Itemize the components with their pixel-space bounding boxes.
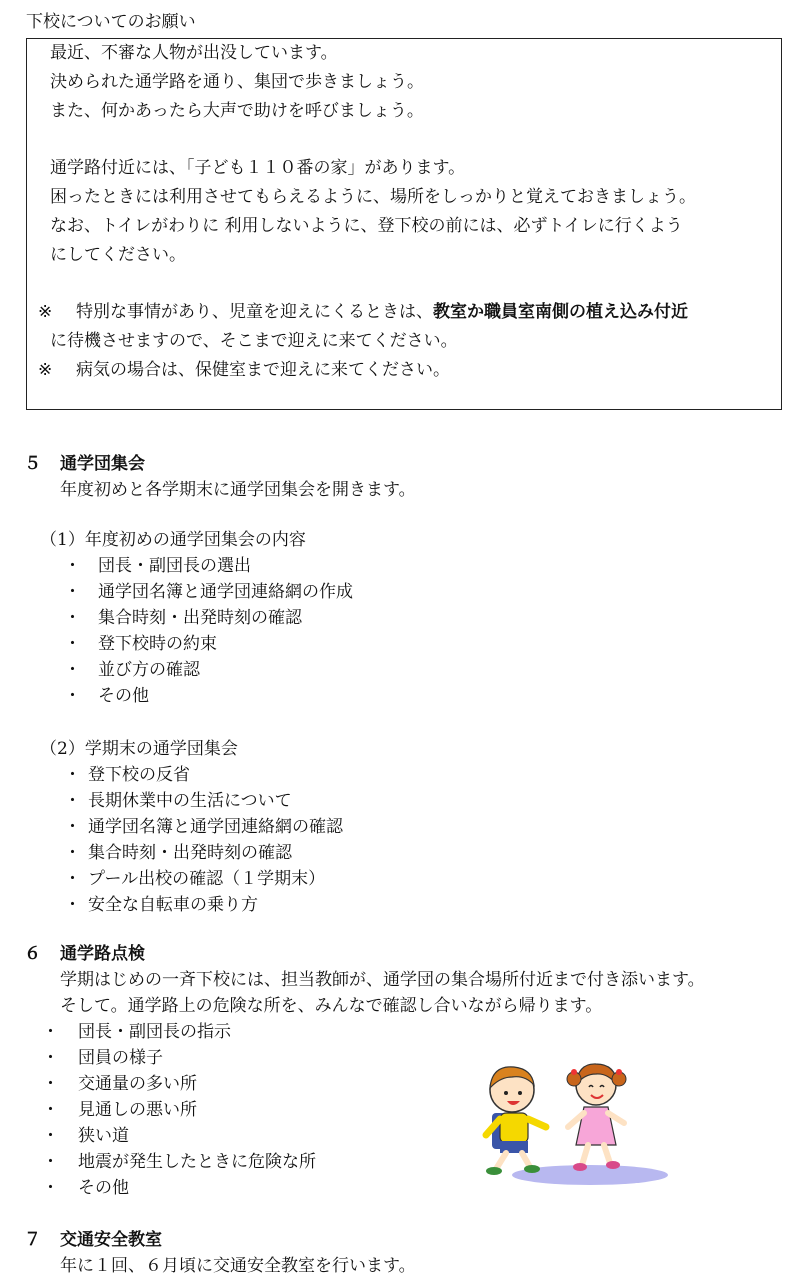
- section5-number: ５: [24, 454, 41, 474]
- s6-bullet-6: ・: [42, 1152, 59, 1172]
- sub2-bullet-4: ・: [64, 843, 81, 863]
- s6-item-4: 見通しの悪い所: [78, 1100, 197, 1120]
- section6-heading: 通学路点検: [60, 944, 145, 964]
- s6-bullet-1: ・: [42, 1022, 59, 1042]
- sub1-bullet-3: ・: [64, 608, 81, 628]
- sub1-bullet-2: ・: [64, 582, 81, 602]
- sub2-title: （2）学期末の通学団集会: [40, 739, 238, 759]
- boy-figure: [486, 1067, 546, 1175]
- note-1-cont: に待機させますので、そこまで迎えに来てください。: [50, 331, 458, 351]
- sub2-item-2: 長期休業中の生活について: [88, 791, 292, 811]
- sub1-bullet-6: ・: [64, 686, 81, 706]
- sub2-bullet-1: ・: [64, 765, 81, 785]
- girl-figure: [567, 1064, 626, 1171]
- s6-item-6: 地震が発生したときに危険な所: [78, 1152, 316, 1172]
- sub1-item-1: 団長・副団長の選出: [98, 556, 251, 576]
- sub1-title: （1）年度初めの通学団集会の内容: [40, 530, 306, 550]
- s6-bullet-7: ・: [42, 1178, 59, 1198]
- s6-item-7: その他: [78, 1178, 129, 1198]
- notice-line-3: また、何かあったら大声で助けを呼びましょう。: [50, 101, 424, 121]
- section6-number: ６: [24, 944, 41, 964]
- s6-bullet-2: ・: [42, 1048, 59, 1068]
- s6-bullet-5: ・: [42, 1126, 59, 1146]
- sub2-bullet-2: ・: [64, 791, 81, 811]
- sub2-item-3: 通学団名簿と通学団連絡網の確認: [88, 817, 343, 837]
- s6-item-1: 団長・副団長の指示: [78, 1022, 231, 1042]
- section6-intro-2: そして。通学路上の危険な所を、みんなで確認し合いながら帰ります。: [60, 996, 603, 1016]
- s6-bullet-4: ・: [42, 1100, 59, 1120]
- s6-item-3: 交通量の多い所: [78, 1074, 197, 1094]
- sub2-bullet-6: ・: [64, 895, 81, 915]
- notice-line-6: なお、トイレがわりに 利用しないように、登下校の前には、必ずトイレに行くよう: [50, 216, 683, 236]
- note-1-bold: 教室か職員室南側の植え込み付近: [433, 302, 688, 322]
- note-mark-1: ※: [38, 302, 53, 322]
- sub1-bullet-1: ・: [64, 556, 81, 576]
- sub2-item-4: 集合時刻・出発時刻の確認: [88, 843, 292, 863]
- note-mark-2: ※: [38, 360, 53, 380]
- sub2-item-5: プール出校の確認（１学期末）: [88, 869, 326, 889]
- section7-number: ７: [24, 1230, 41, 1250]
- notice-line-1: 最近、不審な人物が出没しています。: [50, 43, 338, 63]
- sub2-bullet-3: ・: [64, 817, 81, 837]
- sub1-item-6: その他: [98, 686, 149, 706]
- notice-line-4: 通学路付近には、「子ども１１０番の家」があります。: [50, 158, 466, 178]
- notice-line-2: 決められた通学路を通り、集団で歩きましょう。: [50, 72, 424, 92]
- note-2: 病気の場合は、保健室まで迎えに来てください。: [76, 360, 450, 380]
- children-walking-illustration: [470, 1055, 670, 1195]
- s6-item-2: 団員の様子: [78, 1048, 163, 1068]
- sub1-item-4: 登下校時の約束: [98, 634, 217, 654]
- s6-item-5: 狭い道: [78, 1126, 129, 1146]
- section7-heading: 交通安全教室: [60, 1230, 162, 1250]
- section5-intro: 年度初めと各学期末に通学団集会を開きます。: [60, 480, 416, 500]
- sub2-item-1: 登下校の反省: [88, 765, 190, 785]
- section5-heading: 通学団集会: [60, 454, 145, 474]
- note-1: [76, 299, 688, 325]
- note-1-text: 特別な事情があり、児童を迎えにくるときは、: [76, 302, 433, 322]
- notice-line-5: 困ったときには利用させてもらえるように、場所をしっかりと覚えておきましょう。: [50, 187, 696, 207]
- section7-intro: 年に１回、６月頃に交通安全教室を行います。: [60, 1256, 416, 1276]
- sub2-bullet-5: ・: [64, 869, 81, 889]
- sub2-item-6: 安全な自転車の乗り方: [88, 895, 258, 915]
- s6-bullet-3: ・: [42, 1074, 59, 1094]
- sub1-bullet-4: ・: [64, 634, 81, 654]
- notice-title: 下校についてのお願い: [26, 12, 196, 32]
- section6-intro-1: 学期はじめの一斉下校には、担当教師が、通学団の集合場所付近まで付き添います。: [60, 970, 705, 990]
- sub1-item-5: 並び方の確認: [98, 660, 200, 680]
- sub1-item-2: 通学団名簿と通学団連絡網の作成: [98, 582, 353, 602]
- sub1-bullet-5: ・: [64, 660, 81, 680]
- notice-line-7: にしてください。: [50, 245, 186, 265]
- sub1-item-3: 集合時刻・出発時刻の確認: [98, 608, 302, 628]
